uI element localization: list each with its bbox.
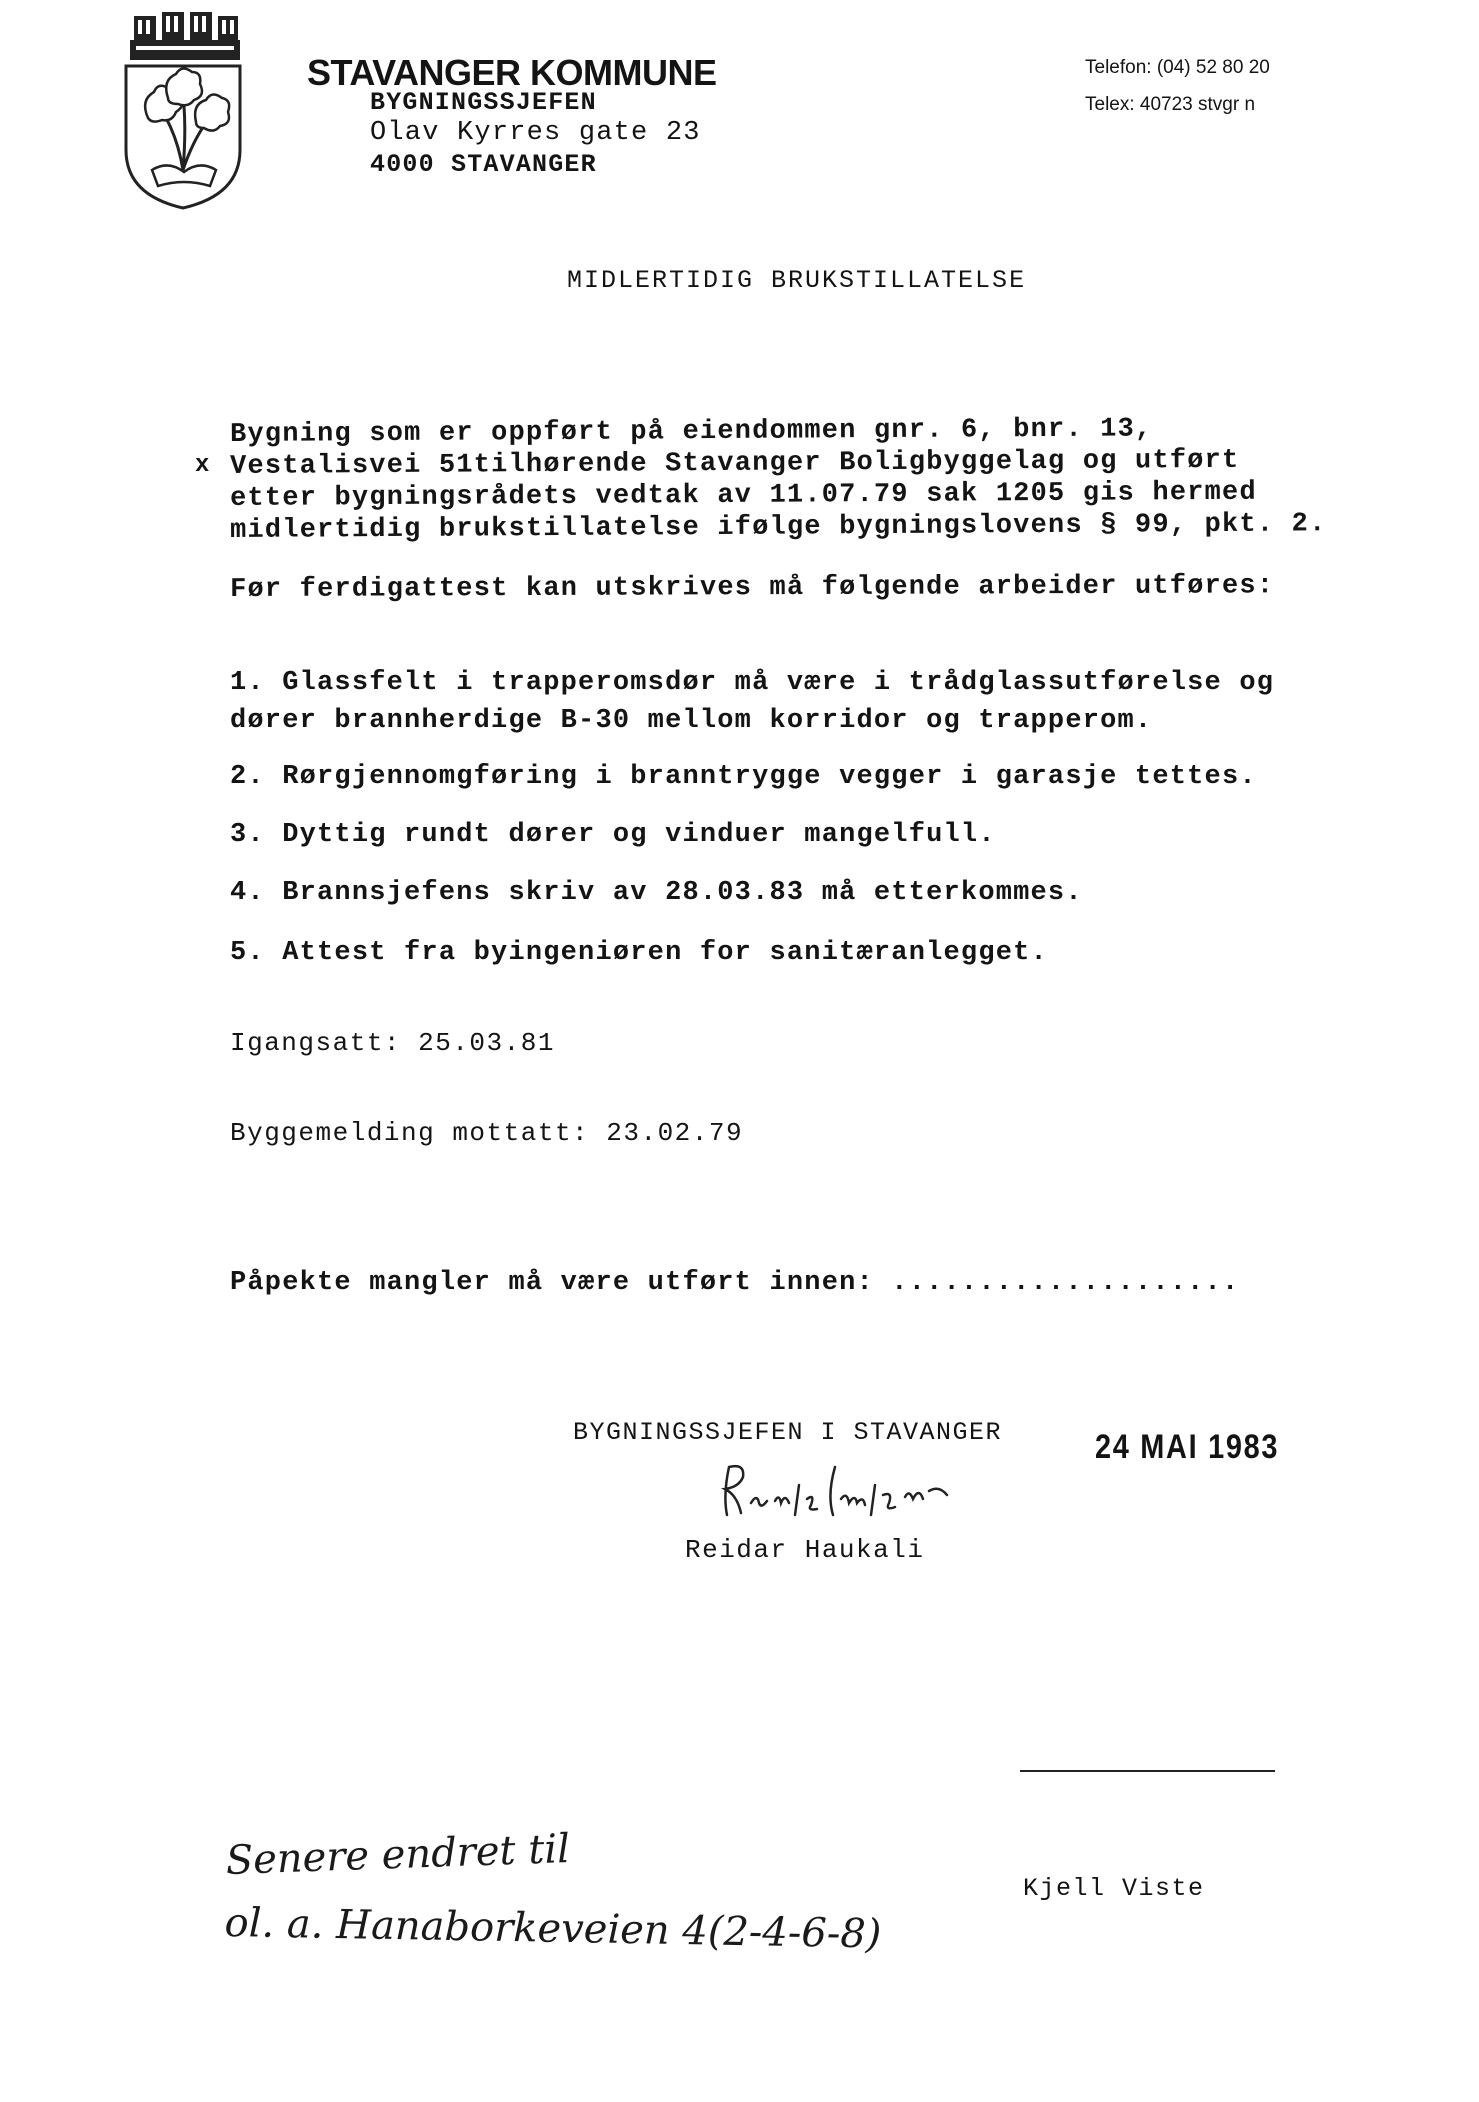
org-name: STAVANGER KOMMUNE xyxy=(307,52,717,93)
handwritten-note-line-2: ol. a. Hanaborkeveien 4(2-4-6-8) xyxy=(224,1900,882,1958)
requirement-5: 5. Attest fra byingeniøren for sanitæranlegget. xyxy=(230,938,1048,968)
requirements-heading: Før ferdigattest kan utskrives må følgende arbeider utføres: xyxy=(230,571,1275,605)
intro-line-1: Bygning som er oppført på eiendommen gnr. 6, bnr. 13, xyxy=(230,414,1153,450)
document-title: MIDLERTIDIG BRUKSTILLATELSE xyxy=(567,266,1027,295)
telex-number: Telex: 40723 stvgr n xyxy=(1085,94,1256,115)
started-date: Igangsatt: 25.03.81 xyxy=(230,1028,555,1058)
handwritten-note-line-1: Senere endret til xyxy=(225,1825,571,1884)
signature-line xyxy=(1020,1770,1275,1772)
intro-line-3: etter bygningsrådets vedtak av 11.07.79 sak 1205 gis hermed xyxy=(230,477,1257,514)
requirement-2: 2. Rørgjennomgføring i branntrygge vegger i garasje tettes. xyxy=(230,762,1257,792)
intro-line-4: midlertidig brukstillatelse ifølge bygningslovens § 99, pkt. 2. xyxy=(230,509,1327,546)
requirement-1-line-2: dører brannherdige B-30 mellom korridor og trapperom. xyxy=(230,706,1153,736)
phone-number: Telefon: (04) 52 80 20 xyxy=(1085,57,1270,78)
city-address: 4000 STAVANGER xyxy=(370,150,597,179)
stavanger-coat-of-arms-icon xyxy=(118,10,248,210)
date-stamp: 24 MAI 1983 xyxy=(1095,1428,1280,1466)
intro-line-2: Vestalisvei 51tilhørende Stavanger Boligbyggelag og utført xyxy=(230,445,1240,482)
margin-mark: x xyxy=(195,452,211,479)
department-name: BYGNINGSSJEFEN xyxy=(370,88,597,117)
street-address: Olav Kyrres gate 23 xyxy=(370,118,701,148)
notice-received-date: Byggemelding mottatt: 23.02.79 xyxy=(230,1118,744,1148)
requirement-3: 3. Dyttig rundt dører og vinduer mangelfull. xyxy=(230,820,996,850)
signer-name: Reidar Haukali xyxy=(685,1535,925,1565)
handwritten-signature xyxy=(715,1455,985,1530)
deadline-line: Påpekte mangler må være utført innen: .................... xyxy=(230,1268,1240,1298)
second-signer-name: Kjell Viste xyxy=(1023,1874,1205,1903)
requirement-1-line-1: 1. Glassfelt i trapperomsdør må være i trådglassutførelse og xyxy=(230,668,1275,698)
issuing-authority: BYGNINGSSJEFEN I STAVANGER xyxy=(573,1418,1003,1447)
requirement-4: 4. Brannsjefens skriv av 28.03.83 må etterkommes. xyxy=(230,878,1083,908)
